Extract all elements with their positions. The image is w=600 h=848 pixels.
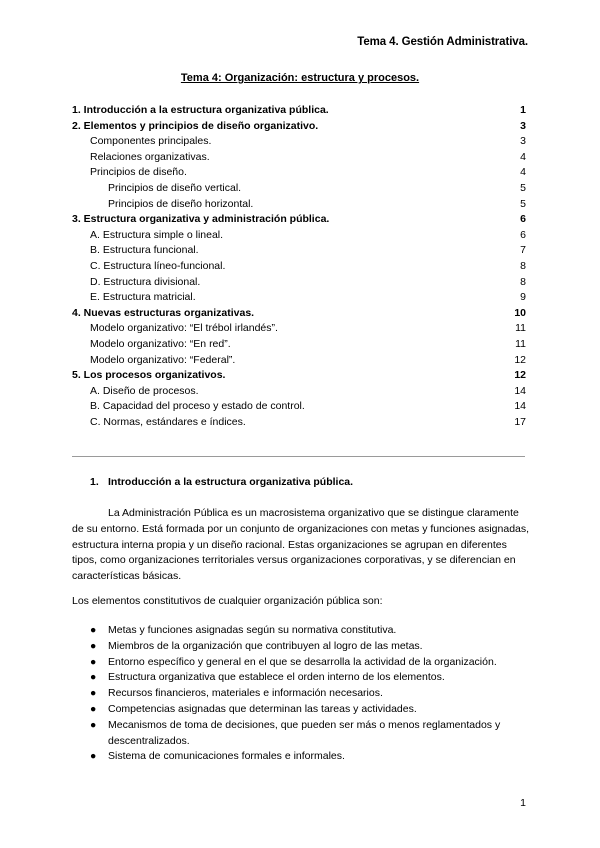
toc-entry-page: 1 bbox=[520, 104, 526, 116]
toc-entry-page: 3 bbox=[520, 119, 526, 132]
elements-intro-paragraph: Los elementos constitutivos de cualquier organización pública son: bbox=[72, 595, 383, 607]
toc-entry[interactable] bbox=[72, 243, 526, 259]
list-item bbox=[90, 623, 538, 639]
toc-entry-page: 14 bbox=[514, 384, 526, 397]
toc-entry[interactable] bbox=[72, 321, 526, 337]
list-item bbox=[90, 670, 538, 686]
toc-entry-label: D. Estructura divisional. bbox=[90, 275, 201, 288]
toc-entry[interactable] bbox=[72, 275, 526, 291]
section-heading-text: Introducción a la estructura organizativa pública. bbox=[108, 476, 354, 488]
list-item-text: Entorno específico y general en el que se desarrolla la actividad de la organización. bbox=[108, 655, 497, 668]
toc-entry-page: 4 bbox=[520, 150, 526, 163]
toc-entry-label: 4. Nuevas estructuras organizativas. bbox=[72, 306, 255, 319]
list-item-text: Competencias asignadas que determinan las tareas y actividades. bbox=[108, 702, 417, 715]
toc-entry[interactable] bbox=[72, 306, 526, 322]
list-item bbox=[90, 749, 538, 765]
toc-entry-label: 1. Introducción a la estructura organizativa pública. bbox=[72, 104, 329, 116]
toc-entry-page: 3 bbox=[520, 135, 526, 148]
table-of-contents bbox=[72, 103, 526, 430]
toc-entry[interactable] bbox=[72, 290, 526, 306]
toc-entry[interactable] bbox=[72, 165, 526, 181]
toc-entry-page: 11 bbox=[515, 322, 526, 335]
document-title: Tema 4: Organización: estructura y procesos. bbox=[180, 72, 420, 84]
toc-entry-label: Relaciones organizativas. bbox=[90, 150, 210, 163]
toc-entry[interactable] bbox=[72, 415, 526, 431]
bullet-icon: ● bbox=[90, 718, 97, 731]
bullet-icon: ● bbox=[90, 750, 97, 763]
toc-entry-label: E. Estructura matricial. bbox=[90, 291, 196, 304]
toc-entry[interactable] bbox=[72, 103, 526, 119]
toc-entry[interactable] bbox=[72, 384, 526, 400]
list-item-text: Sistema de comunicaciones formales e informales. bbox=[108, 750, 345, 763]
toc-entry-page: 17 bbox=[514, 415, 526, 428]
toc-entry[interactable] bbox=[72, 212, 526, 228]
toc-entry-label: Modelo organizativo: “Federal”. bbox=[90, 353, 236, 366]
toc-entry-page: 6 bbox=[520, 228, 526, 241]
list-item-text: Miembros de la organización que contribuyen al logro de las metas. bbox=[108, 639, 423, 652]
toc-entry[interactable] bbox=[72, 228, 526, 244]
toc-entry-page: 5 bbox=[520, 197, 526, 210]
toc-entry-page: 12 bbox=[514, 353, 526, 366]
toc-entry-page: 7 bbox=[520, 244, 526, 257]
toc-entry-label: 3. Estructura organizativa y administración pública. bbox=[72, 213, 330, 226]
toc-entry-label: A. Diseño de procesos. bbox=[90, 384, 199, 397]
toc-entry-label: 2. Elementos y principios de diseño organizativo. bbox=[72, 119, 319, 132]
list-item-text: Estructura organizativa que establece el orden interno de los elementos. bbox=[108, 671, 445, 684]
toc-entry-label: Modelo organizativo: “El trébol irlandés”. bbox=[90, 322, 278, 335]
toc-entry-label: Principios de diseño horizontal. bbox=[108, 197, 254, 210]
toc-entry-label: C. Normas, estándares e índices. bbox=[90, 415, 246, 428]
bullet-icon: ● bbox=[90, 702, 97, 715]
intro-paragraph bbox=[72, 506, 532, 585]
toc-entry[interactable] bbox=[72, 353, 526, 369]
page-header: Tema 4. Gestión Administrativa. bbox=[357, 36, 528, 48]
list-item bbox=[90, 718, 538, 750]
section-heading bbox=[90, 476, 353, 488]
toc-entry-page: 10 bbox=[514, 306, 526, 319]
toc-entry-label: B. Capacidad del proceso y estado de control. bbox=[90, 400, 305, 413]
toc-entry[interactable] bbox=[72, 197, 526, 213]
list-item-text: Recursos financieros, materiales e información necesarios. bbox=[108, 687, 383, 700]
bullet-icon: ● bbox=[90, 671, 97, 684]
toc-entry[interactable] bbox=[72, 150, 526, 166]
bullet-icon: ● bbox=[90, 624, 97, 636]
toc-entry[interactable] bbox=[72, 337, 526, 353]
toc-entry-label: 5. Los procesos organizativos. bbox=[72, 369, 226, 382]
toc-entry-label: Principios de diseño. bbox=[90, 166, 187, 179]
toc-entry[interactable] bbox=[72, 134, 526, 150]
list-item-text: Metas y funciones asignadas según su normativa constitutiva. bbox=[108, 624, 397, 636]
toc-entry[interactable] bbox=[72, 368, 526, 384]
bullet-icon: ● bbox=[90, 687, 97, 700]
list-item bbox=[90, 655, 538, 671]
toc-entry[interactable] bbox=[72, 399, 526, 415]
page-number: 1 bbox=[520, 797, 526, 809]
toc-entry-page: 9 bbox=[520, 291, 526, 304]
toc-entry-page: 4 bbox=[520, 166, 526, 179]
toc-entry-page: 14 bbox=[514, 400, 526, 413]
intro-paragraph-text: La Administración Pública es un macrosistema organizativo que se distingue claramente de su entorno. Está formada por un conjunto de organizaciones con metas y funciones asignadas, estructura interna propia y un diseño racional. Estas organizaciones se agrupan en diferentes tipos, como organizaciones territoriales versus organizaciones corporativas, y se diferencian en características básicas. bbox=[72, 507, 530, 583]
toc-entry-label: Principios de diseño vertical. bbox=[108, 181, 242, 194]
toc-entry-page: 6 bbox=[520, 213, 526, 226]
bullet-icon: ● bbox=[90, 655, 97, 668]
section-number: 1. bbox=[90, 476, 99, 488]
toc-entry-page: 5 bbox=[520, 181, 526, 194]
toc-entry-label: B. Estructura funcional. bbox=[90, 244, 199, 257]
list-item bbox=[90, 702, 538, 718]
list-item bbox=[90, 686, 538, 702]
elements-list bbox=[90, 623, 538, 765]
toc-entry-label: Modelo organizativo: “En red”. bbox=[90, 337, 231, 350]
toc-entry-label: A. Estructura simple o lineal. bbox=[90, 228, 224, 241]
list-item bbox=[90, 639, 538, 655]
toc-entry[interactable] bbox=[72, 181, 526, 197]
toc-entry-label: Componentes principales. bbox=[90, 135, 212, 148]
toc-entry-page: 8 bbox=[520, 275, 526, 288]
toc-entry-page: 11 bbox=[515, 337, 526, 350]
toc-entry[interactable] bbox=[72, 259, 526, 275]
toc-entry-page: 12 bbox=[514, 369, 526, 382]
toc-entry[interactable] bbox=[72, 119, 526, 135]
toc-entry-label: C. Estructura líneo-funcional. bbox=[90, 259, 226, 272]
section-divider bbox=[72, 456, 525, 457]
bullet-icon: ● bbox=[90, 639, 97, 652]
list-item-text: Mecanismos de toma de decisiones, que pueden ser más o menos reglamentados y descentralizados. bbox=[108, 718, 501, 747]
toc-entry-page: 8 bbox=[520, 259, 526, 272]
